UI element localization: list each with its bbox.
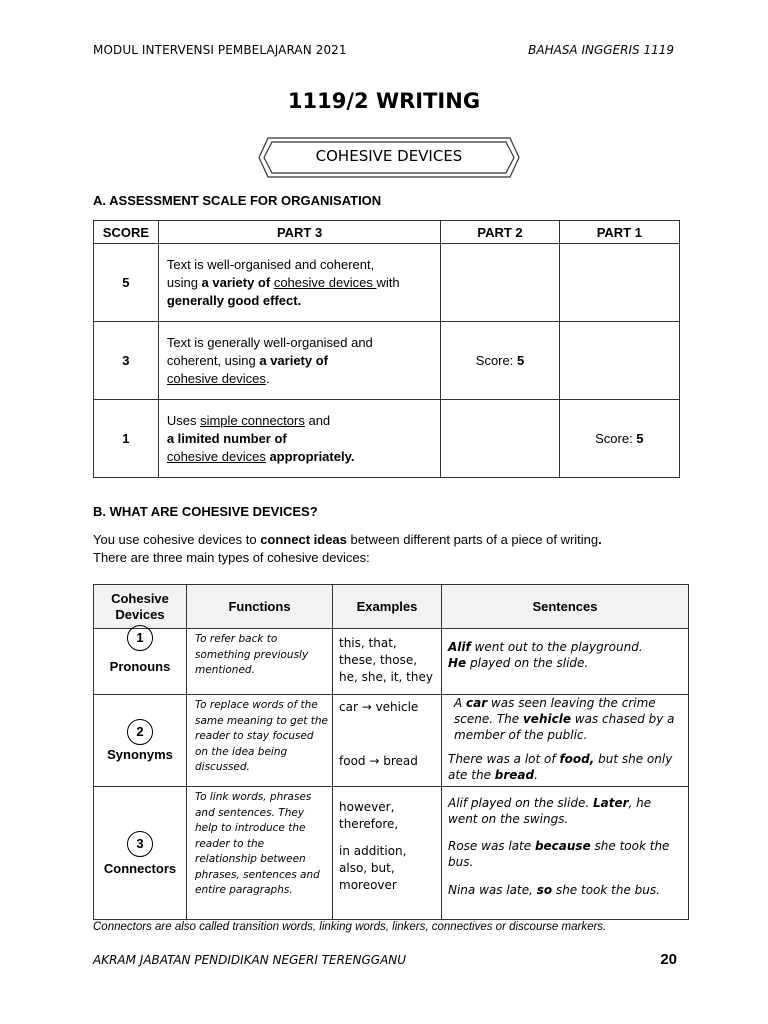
header-examples: Examples: [333, 585, 442, 629]
table-row: [94, 244, 680, 322]
number-circle: 3: [127, 831, 153, 857]
connectors-note: Connectors are also called transition words, linking words, linkers, connectives or discourse markers.: [93, 921, 607, 933]
assessment-scale-table: [93, 220, 680, 478]
header-module-title: MODUL INTERVENSI PEMBELAJARAN 2021: [93, 43, 347, 57]
header-part1: PART 1: [559, 221, 679, 244]
example-text: in addition, also, but, moreover: [339, 844, 407, 892]
number-circle: 1: [127, 625, 153, 651]
number-circle: 2: [127, 719, 153, 745]
part3-descriptor: [158, 400, 440, 478]
sentence-text: A: [454, 696, 467, 710]
part2-cell: [441, 400, 559, 478]
sentence-bold: He: [448, 656, 467, 670]
part1-cell: [559, 400, 679, 478]
banner-title: COHESIVE DEVICES: [315, 147, 463, 165]
desc-text: .: [265, 370, 270, 386]
sentence-text: Alif played on the slide.: [448, 796, 593, 810]
sentence-text: played on the slide.: [466, 656, 589, 670]
score-cell: 1: [94, 400, 159, 478]
desc-text: and: [304, 412, 331, 428]
header-devices-text: Cohesive Devices: [111, 590, 169, 622]
sentence-bold: bread: [494, 768, 535, 782]
desc-text: Text is well-organised and coherent,: [166, 256, 375, 272]
score-cell: 3: [94, 322, 159, 400]
device-name: Connectors: [103, 860, 177, 876]
score-value: 5: [636, 431, 644, 446]
table-row: [94, 322, 680, 400]
part3-descriptor: [158, 322, 440, 400]
function-text: To refer back to something previously mentioned.: [187, 629, 333, 695]
page-title: 1119/2 WRITING: [287, 89, 481, 113]
desc-text: with: [376, 274, 400, 290]
connectors-cell: [94, 787, 187, 920]
sentence-bold: Alif: [448, 640, 471, 654]
function-text: To link words, phrases and sentences. They help to introduce the reader to the relationship between phrases, sentences and entire paragraphs.: [187, 787, 333, 920]
desc-bold: a limited number of: [166, 430, 287, 446]
sentence-text: was seen leaving the crime scene. The: [454, 696, 656, 726]
cohesive-devices-table: [93, 584, 689, 920]
example-text: however, therefore,: [339, 800, 399, 831]
desc-bold: a variety of: [201, 274, 271, 290]
desc-bold: appropriately.: [265, 448, 355, 464]
section-b-title: B. WHAT ARE COHESIVE DEVICES?: [93, 504, 318, 519]
desc-text: Uses: [166, 412, 201, 428]
sentence-text: but she only ate the: [448, 752, 673, 782]
sentence-text: went out to the playground.: [470, 640, 643, 654]
section-a-title: A. ASSESSMENT SCALE FOR ORGANISATION: [93, 193, 382, 208]
desc-text: using: [166, 274, 202, 290]
sentence-text: .: [534, 768, 538, 782]
footer-author: AKRAM JABATAN PENDIDIKAN NEGERI TERENGGANU: [93, 953, 407, 967]
part2-cell: [441, 322, 559, 400]
example-text: car → vehicle: [339, 700, 419, 714]
part1-cell: [559, 244, 679, 322]
desc-underline: simple connectors: [200, 412, 305, 428]
sentence-text: There was a lot of: [448, 752, 560, 766]
example-text: food → bread: [339, 754, 418, 768]
desc-bold: generally good effect.: [166, 292, 302, 308]
page-number: 20: [660, 951, 677, 968]
score-value: 5: [516, 353, 525, 368]
header-devices: [94, 585, 187, 629]
table-row-connectors: [94, 787, 689, 920]
desc-text: coherent, using: [166, 352, 260, 368]
sentence-bold: car: [466, 696, 488, 710]
examples-text: this, that, these, those, he, she, it, they: [333, 629, 442, 695]
desc-text: Text is generally well-organised and: [166, 334, 373, 350]
function-text: To replace words of the same meaning to get the reader to stay focused on the idea being discussed.: [187, 695, 333, 787]
table-row: [94, 400, 680, 478]
sentence-text: , he went on the swings.: [448, 796, 652, 826]
device-name: Pronouns: [109, 659, 171, 674]
intro-bold: .: [598, 532, 602, 547]
sentence-bold: Later: [592, 796, 629, 810]
sentence-bold: vehicle: [522, 712, 571, 726]
intro-text: You use cohesive devices to: [93, 532, 261, 547]
examples-cell: [333, 787, 442, 920]
sentence-text: she took the bus.: [448, 839, 670, 869]
desc-underline: cohesive devices: [166, 448, 266, 464]
device-name: Synonyms: [107, 747, 173, 762]
score-label: Score:: [475, 353, 517, 368]
pronouns-cell: [94, 629, 187, 695]
desc-bold: a variety of: [259, 352, 329, 368]
table-header-row: [94, 221, 680, 244]
intro-text: between different parts of a piece of writing: [346, 532, 599, 547]
sentence-text: Rose was late: [448, 839, 535, 853]
sentences-cell: [442, 629, 689, 695]
header-score: SCORE: [94, 221, 159, 244]
examples-cell: [333, 695, 442, 787]
intro-bold: connect ideas: [260, 532, 347, 547]
header-part3: PART 3: [158, 221, 440, 244]
sentence-text: was chased by a member of the public.: [454, 712, 675, 742]
intro-text: There are three main types of cohesive devices:: [93, 550, 370, 565]
table-row-synonyms: [94, 695, 689, 787]
header-sentences: Sentences: [442, 585, 689, 629]
part3-descriptor: [158, 244, 440, 322]
sentence-text: she took the bus.: [552, 883, 660, 897]
score-label: Score:: [595, 431, 637, 446]
desc-underline: cohesive devices: [273, 274, 377, 290]
sentences-cell: [442, 787, 689, 920]
sentence-bold: so: [536, 883, 553, 897]
sentence-bold: because: [534, 839, 591, 853]
synonyms-cell: [94, 695, 187, 787]
section-b-intro: [93, 531, 693, 567]
table-header-row: [94, 585, 689, 629]
part1-cell: [559, 322, 679, 400]
header-subject: BAHASA INGGERIS 1119: [528, 43, 674, 57]
header-part2: PART 2: [441, 221, 559, 244]
part2-cell: [441, 244, 559, 322]
sentence-text: Nina was late,: [448, 883, 537, 897]
sentences-cell: [442, 695, 689, 787]
sentence-bold: food,: [559, 752, 595, 766]
table-row-pronouns: [94, 629, 689, 695]
header-functions: Functions: [187, 585, 333, 629]
score-cell: 5: [94, 244, 159, 322]
desc-underline: cohesive devices: [166, 370, 266, 386]
